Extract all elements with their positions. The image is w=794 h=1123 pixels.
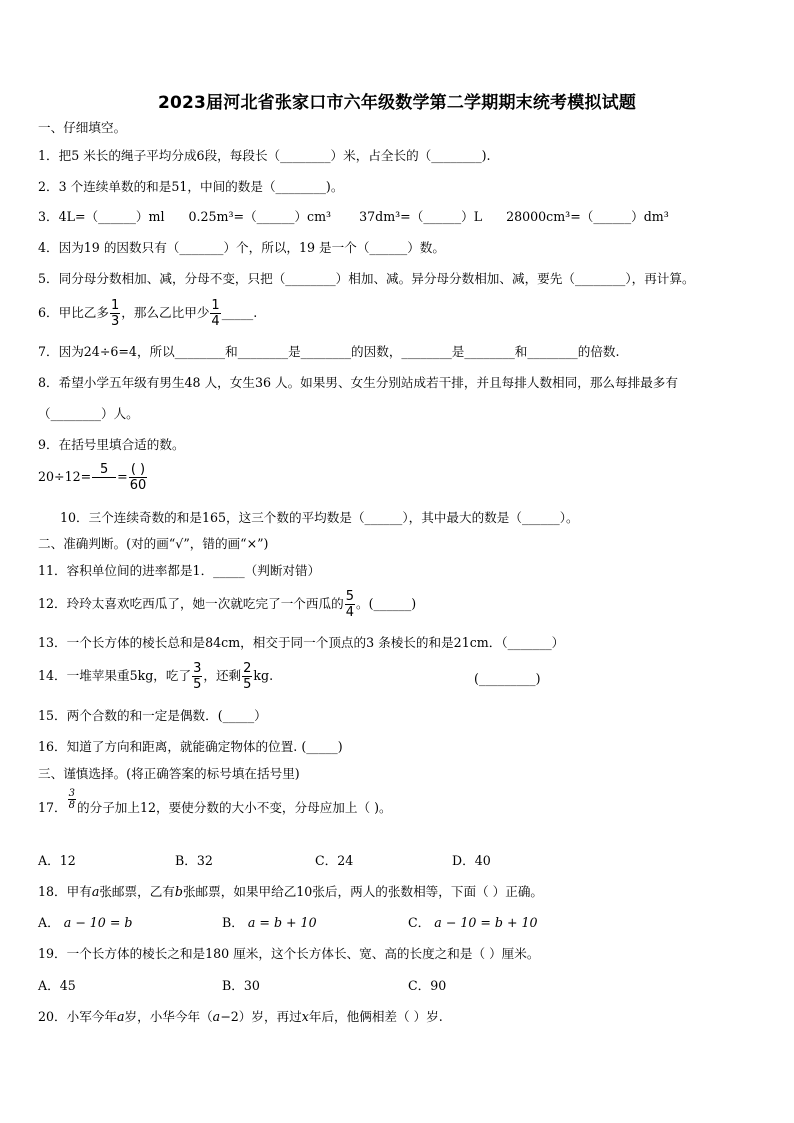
q12-suffix: 。(______) [355,596,417,611]
q14-answer-blank: (_________) [474,671,541,686]
q14-fraction-1 [192,661,202,692]
question-15: 15．两个合数的和一定是偶数．(_____） [38,708,267,723]
section-3-heading: 三、谨慎选择。(将正确答案的标号填在括号里) [38,766,300,781]
question-8-line-2: （________）人。 [38,406,139,421]
q18-part-2: 张邮票，乙有 [99,884,175,899]
question-1: 1．把5 米长的绳子平均分成6段，每段长（________）米，占全长的（________). [38,148,491,163]
q6-f2-numerator: 1 [211,298,220,313]
question-6 [38,298,257,329]
question-5: 5．同分母分数相加、减，分母不变，只把（________）相加、减。异分母分数相加、减，要先（________），再计算。 [38,271,695,286]
question-12 [38,589,416,620]
q20-var-a: a [117,1009,125,1024]
q20-var-a-2: a [212,1009,221,1024]
q6-prefix: 6．甲比乙多 [38,305,109,320]
page-title: 2023届河北省张家口市六年级数学第二学期期末统考模拟试题 [157,93,637,113]
q18-option-a[interactable] [38,914,132,932]
q18-var-a: a [91,884,100,899]
question-3: 3．4L=（______）ml 0.25m³=（______）cm³ 37dm³=（______）L 28000cm³=（______）dm³ [38,209,669,224]
q20-var-x: x [301,1009,309,1024]
q17-denominator: 8 [68,800,75,811]
q14-fraction-2 [242,661,252,692]
q18-option-c[interactable] [408,914,538,932]
q17-option-c[interactable]: C．24 [315,853,354,868]
question-18 [38,883,543,901]
q18-option-a-label: A． [38,915,60,930]
q6-suffix: _____. [221,305,258,320]
q18-part-3: 张邮票，如果甲给乙10张后，两人的张数相等，下面（ ）正确。 [182,884,544,899]
q9-prefix: 20÷12= [38,469,92,484]
question-19: 19．一个长方体的棱长之和是180 厘米，这个长方体长、宽、高的长度之和是（ ）厘米。 [38,946,540,961]
q14-prefix: 14．一堆苹果重5kg，吃了 [38,668,192,683]
question-16: 16．知道了方向和距离，就能确定物体的位置. (_____) [38,739,343,754]
question-20 [38,1008,443,1026]
question-11: 11．容积单位间的进率都是1．_____（判断对错） [38,563,321,578]
q14-suffix: kg. [253,668,274,683]
q18-option-c-expr: a − 10 = b + 10 [434,915,538,930]
section-2-heading: 二、准确判断。(对的画“√”，错的画“×”) [38,536,269,551]
q19-option-c[interactable]: C．90 [408,978,447,993]
q6-fraction-1 [110,298,120,329]
question-2: 2．3 个连续单数的和是51，中间的数是（________)。 [38,179,344,194]
q9-f2-denominator: 60 [129,478,147,493]
question-13: 13．一个长方体的棱长总和是84cm，相交于同一个顶点的3 条棱长的和是21cm．（_______） [38,635,565,650]
q9-f2-numerator: ( ) [130,462,146,477]
q17-text: 的分子加上12，要使分数的大小不变，分母应加上（ )。 [77,800,392,815]
q18-option-b-expr: a = b + 10 [247,915,317,930]
question-14 [38,661,758,692]
q9-equals: = [117,469,128,484]
q14-f2-numerator: 2 [243,661,252,676]
q14-mid: ，还剩 [203,668,242,683]
q20-part-2: 岁，小华今年（ [124,1009,213,1024]
q12-denominator: 4 [345,605,354,620]
q17-option-a[interactable]: A．12 [38,853,76,868]
q17-fraction [68,788,76,811]
q18-option-b-label: B． [222,915,244,930]
q12-numerator: 5 [345,589,354,604]
q17-option-b[interactable]: B．32 [175,853,213,868]
section-1-heading: 一、仔细填空。 [38,120,127,135]
q6-fraction-2 [210,298,220,329]
q19-option-b[interactable]: B．30 [222,978,260,993]
q6-f1-denominator: 3 [110,314,120,329]
question-10: 10．三个连续奇数的和是165，这三个数的平均数是（______），其中最大的数是（______）。 [60,510,579,525]
q9-fraction-1 [92,462,116,493]
q20-part-4: 年后，他俩相差（ ）岁. [308,1009,443,1024]
q17-numerator: 3 [68,788,75,799]
q6-f1-numerator: 1 [110,298,120,313]
q6-mid: ，那么乙比甲少 [121,305,210,320]
q9-f1-denominator [92,477,116,493]
q20-part-1: 20．小军今年 [38,1009,117,1024]
q17-number: 17． [38,800,67,815]
question-8-line-1: 8．希望小学五年级有男生48 人，女生36 人。如果男、女生分别站成若干排，并且每排人数相同，那么每排最多有 [38,375,678,390]
question-17 [38,788,392,817]
q18-var-b: b [174,884,183,899]
q6-f2-denominator: 4 [211,314,220,329]
question-9: 9．在括号里填合适的数。 [38,437,185,452]
question-9-equation [38,462,148,493]
q18-option-b[interactable] [222,914,317,932]
q18-option-c-label: C． [408,915,431,930]
q12-fraction [345,589,355,620]
question-7: 7．因为24÷6=4，所以________和________是________的因数，________是________和________的倍数. [38,344,620,359]
q20-part-3: −2）岁，再过 [220,1009,302,1024]
q18-part-1: 18．甲有 [38,884,92,899]
q9-fraction-2 [129,462,148,493]
q18-option-a-expr: a − 10 = b [63,915,133,930]
q17-option-d[interactable]: D．40 [452,853,491,868]
question-4: 4．因为19 的因数只有（_______）个，所以，19 是一个（______）数。 [38,240,445,255]
q14-f1-denominator: 5 [193,677,202,692]
q12-prefix: 12．玲玲太喜欢吃西瓜了，她一次就吃完了一个西瓜的 [38,596,344,611]
q14-f1-numerator: 3 [193,661,202,676]
q9-f1-numerator: 5 [100,462,109,477]
q14-f2-denominator: 5 [243,677,252,692]
q19-option-a[interactable]: A．45 [38,978,76,993]
